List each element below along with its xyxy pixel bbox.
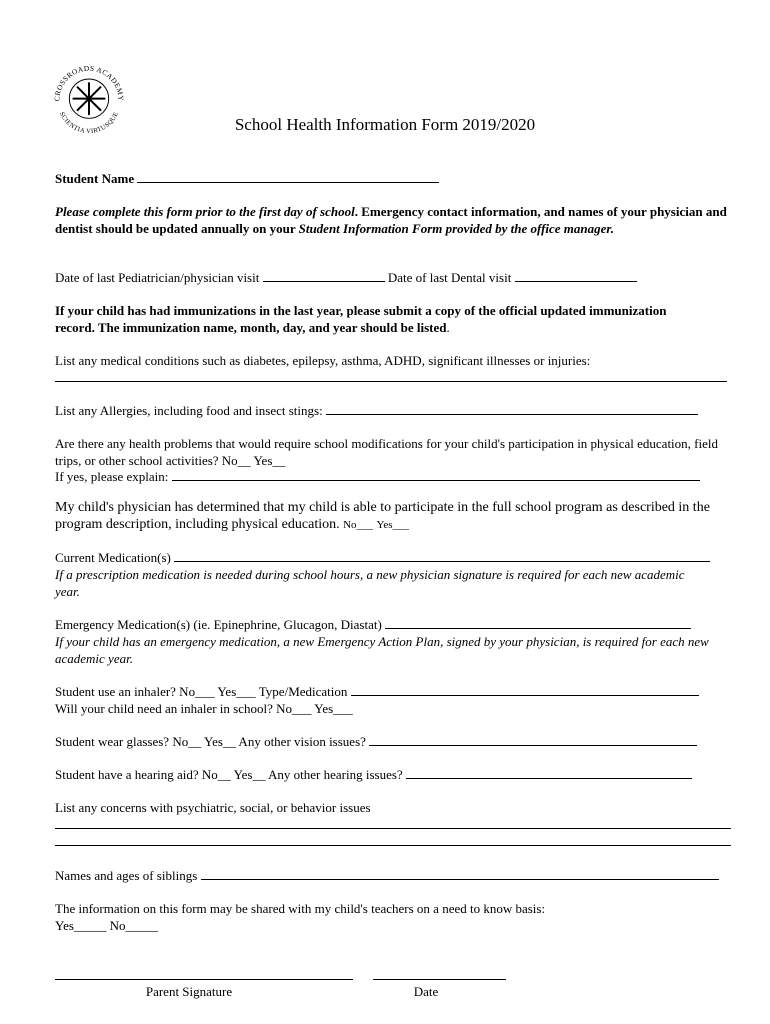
form-title: School Health Information Form 2019/2020: [234, 115, 536, 134]
physician-statement-no[interactable]: No___: [343, 519, 374, 531]
current-medications-row: [55, 550, 710, 567]
physician-statement-text: My child's physician has determined that my child is able to participate in the full school program as described in the program description, including physical education.: [55, 500, 710, 532]
immunization-note: [55, 303, 675, 336]
student-name-field[interactable]: [137, 171, 439, 183]
parent-signature-label: Parent Signature: [145, 984, 233, 999]
physician-statement: [55, 499, 735, 534]
inhaler-row: [55, 684, 699, 701]
psych-label: List any concerns with psychiatric, social, or behavior issues: [55, 800, 371, 815]
dental-visit-field[interactable]: [515, 270, 637, 282]
emergency-medications-field[interactable]: [385, 617, 691, 629]
physician-statement-yes[interactable]: Yes___: [376, 519, 410, 531]
emergency-medications-note: If your child has an emergency medication, a new Emergency Action Plan, signed by your physician, is required for each new academic year.: [55, 634, 709, 666]
psych-field-1[interactable]: [55, 828, 731, 829]
pediatrician-visit-label: Date of last Pediatrician/physician visit: [55, 270, 260, 285]
instructions-part3: Student Information Form provided by the office manager.: [298, 220, 614, 236]
instructions-part2: . Emergency contact information, and names of your physician and dentist should be updated annually on your: [55, 204, 727, 236]
current-medications-field[interactable]: [174, 550, 710, 562]
siblings-field[interactable]: [201, 868, 719, 880]
siblings-label: Names and ages of siblings: [55, 868, 198, 883]
date-label: Date: [413, 984, 439, 999]
inhaler-type-field[interactable]: [351, 684, 699, 696]
allergies-field[interactable]: [326, 403, 698, 415]
pediatrician-visit-field[interactable]: [263, 270, 385, 282]
emergency-medications-label: Emergency Medication(s) (ie. Epinephrine, Glucagon, Diastat): [55, 617, 382, 632]
hearing-question: Student have a hearing aid? No__ Yes__ Any other hearing issues?: [55, 767, 403, 782]
instructions: [55, 204, 735, 237]
sharing-text: The information on this form may be shared with my child's teachers on a need to know basis:: [55, 901, 546, 916]
health-problems-question: Are there any health problems that would require school modifications for your child's participation in physical education, field trips, or other school activities?: [55, 436, 718, 468]
immunization-text: If your child has had immunizations in the last year, please submit a copy of the official updated immunization record. The immunization name, month, day, and year should be listed: [55, 303, 667, 335]
seal-top-text: CROSSROADS ACADEMY: [52, 63, 126, 102]
allergies-label: List any Allergies, including food and insect stings:: [55, 403, 323, 418]
hearing-row: [55, 767, 692, 784]
seal-bottom-text: SCIENTIA VIRTUSQUE: [57, 110, 121, 136]
sharing-options[interactable]: Yes_____ No_____: [55, 918, 159, 933]
instructions-part1: Please complete this form prior to the first day of school: [55, 204, 355, 219]
health-problems-no[interactable]: No__: [221, 452, 251, 468]
inhaler-school-question: Will your child need an inhaler in school? No___ Yes___: [55, 701, 353, 716]
psych-field-2[interactable]: [55, 845, 731, 846]
dental-visit-label: Date of last Dental visit: [387, 270, 512, 285]
allergies-row: [55, 403, 698, 420]
current-medications-note: If a prescription medication is needed during school hours, a new physician signature is required for each new academic year.: [55, 567, 685, 599]
health-problems-yes[interactable]: Yes__: [253, 452, 286, 468]
glasses-row: [55, 734, 697, 751]
visit-dates-row: [55, 270, 637, 287]
medical-conditions-field[interactable]: [55, 381, 727, 382]
immunization-period: .: [446, 319, 450, 335]
emergency-medications-row: [55, 617, 691, 634]
student-name-label: Student Name: [55, 171, 135, 186]
medical-conditions-label: List any medical conditions such as diabetes, epilepsy, asthma, ADHD, significant illnesses or injuries:: [55, 353, 591, 368]
inhaler-question: Student use an inhaler? No___ Yes___ Type/Medication: [55, 684, 348, 699]
glasses-question: Student wear glasses? No__ Yes__ Any other vision issues?: [55, 734, 366, 749]
hearing-issues-field[interactable]: [406, 767, 692, 779]
health-problems: [55, 436, 735, 469]
date-field[interactable]: [373, 979, 506, 980]
vision-issues-field[interactable]: [369, 734, 697, 746]
current-medications-label: Current Medication(s): [55, 550, 171, 565]
siblings-row: [55, 868, 719, 885]
parent-signature-field[interactable]: [55, 979, 353, 980]
explain-field[interactable]: [172, 469, 700, 481]
explain-label: If yes, please explain:: [55, 469, 169, 484]
explain-row: [55, 469, 700, 486]
student-name-row: [55, 171, 439, 188]
